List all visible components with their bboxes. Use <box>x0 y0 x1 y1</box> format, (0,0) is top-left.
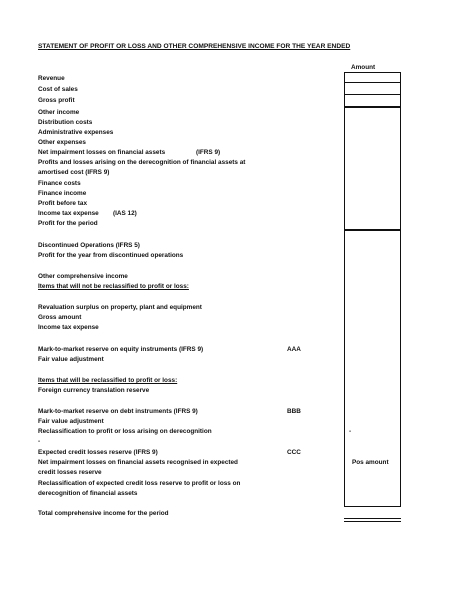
line-ecl-reserve: Expected credit losses reserve (IFRS 9) <box>38 449 158 456</box>
line-oci: Other comprehensive income <box>38 273 128 280</box>
heading-not-reclassified: Items that will not be reclassified to profit or loss: <box>38 283 189 290</box>
line-finance-costs: Finance costs <box>38 180 81 187</box>
line-net-impairment-ecl-1: Net impairment losses on financial assets recognised in expected <box>38 459 238 466</box>
line-administrative-expenses: Administrative expenses <box>38 129 114 136</box>
line-reclass-ecl-2: derecognition of financial assets <box>38 490 138 497</box>
line-mtm-debt: Mark-to-market reserve on debt instruments (IFRS 9) <box>38 408 198 415</box>
line-fair-value-adjustment-debt: Fair value adjustment <box>38 418 104 425</box>
line-other-income: Other income <box>38 109 80 116</box>
line-income-tax-expense: Income tax expense <box>38 210 99 217</box>
line-revenue: Revenue <box>38 75 65 82</box>
amount-box-top-divider-1 <box>344 82 401 83</box>
line-profit-discontinued: Profit for the year from discontinued operations <box>38 252 184 259</box>
amount-box-top <box>344 72 401 107</box>
line-profit-before-tax: Profit before tax <box>38 200 88 207</box>
line-derecognition-1: Profits and losses arising on the derecognition of financial assets at <box>38 159 246 166</box>
line-revaluation-surplus: Revaluation surplus on property, plant and equipment <box>38 304 202 311</box>
heading-reclassified: Items that will be reclassified to profit or loss: <box>38 377 178 384</box>
line-profit-for-period: Profit for the period <box>38 220 98 227</box>
pos-amount: Pos amount <box>352 459 389 466</box>
statement-title: STATEMENT OF PROFIT OR LOSS AND OTHER COMPREHENSIVE INCOME FOR THE YEAR ENDED <box>38 43 351 50</box>
dash-amount: - <box>349 428 352 435</box>
line-derecognition-2: amortised cost (IFRS 9) <box>38 169 110 176</box>
line-gross-amount: Gross amount <box>38 314 82 321</box>
line-gross-profit: Gross profit <box>38 97 75 104</box>
code-aaa: AAA <box>287 346 301 353</box>
amount-box-main <box>344 107 401 230</box>
line-distribution-costs: Distribution costs <box>38 119 93 126</box>
line-fair-value-adjustment-equity: Fair value adjustment <box>38 356 104 363</box>
line-total-comprehensive: Total comprehensive income for the period <box>38 510 169 517</box>
line-reclass-ecl-1: Reclassification of expected credit loss reserve to profit or loss on <box>38 480 241 487</box>
line-income-tax-expense-oci: Income tax expense <box>38 324 99 331</box>
line-income-tax-ref: (IAS 12) <box>113 210 137 217</box>
line-mtm-equity: Mark-to-market reserve on equity instruments (IFRS 9) <box>38 346 204 353</box>
code-ccc: CCC <box>287 449 301 456</box>
line-cost-of-sales: Cost of sales <box>38 86 78 93</box>
amount-box-top-divider-2 <box>344 94 401 95</box>
total-double-underline-1 <box>344 518 401 519</box>
line-fx-translation: Foreign currency translation reserve <box>38 387 150 394</box>
line-net-impairment: Net impairment losses on financial assets <box>38 149 166 156</box>
line-net-impairment-ref: (IFRS 9) <box>196 149 221 156</box>
total-double-underline-2 <box>344 521 401 522</box>
amount-column-header: Amount <box>351 64 376 71</box>
line-net-impairment-ecl-2: credit losses reserve <box>38 469 102 476</box>
line-reclass-derecognition: Reclassification to profit or loss arising on derecognition <box>38 428 212 435</box>
code-bbb: BBB <box>287 408 301 415</box>
line-other-expenses: Other expenses <box>38 139 86 146</box>
line-finance-income: Finance income <box>38 190 87 197</box>
line-discontinued-ops: Discontinued Operations (IFRS 5) <box>38 242 140 249</box>
dash-left: - <box>38 438 41 445</box>
